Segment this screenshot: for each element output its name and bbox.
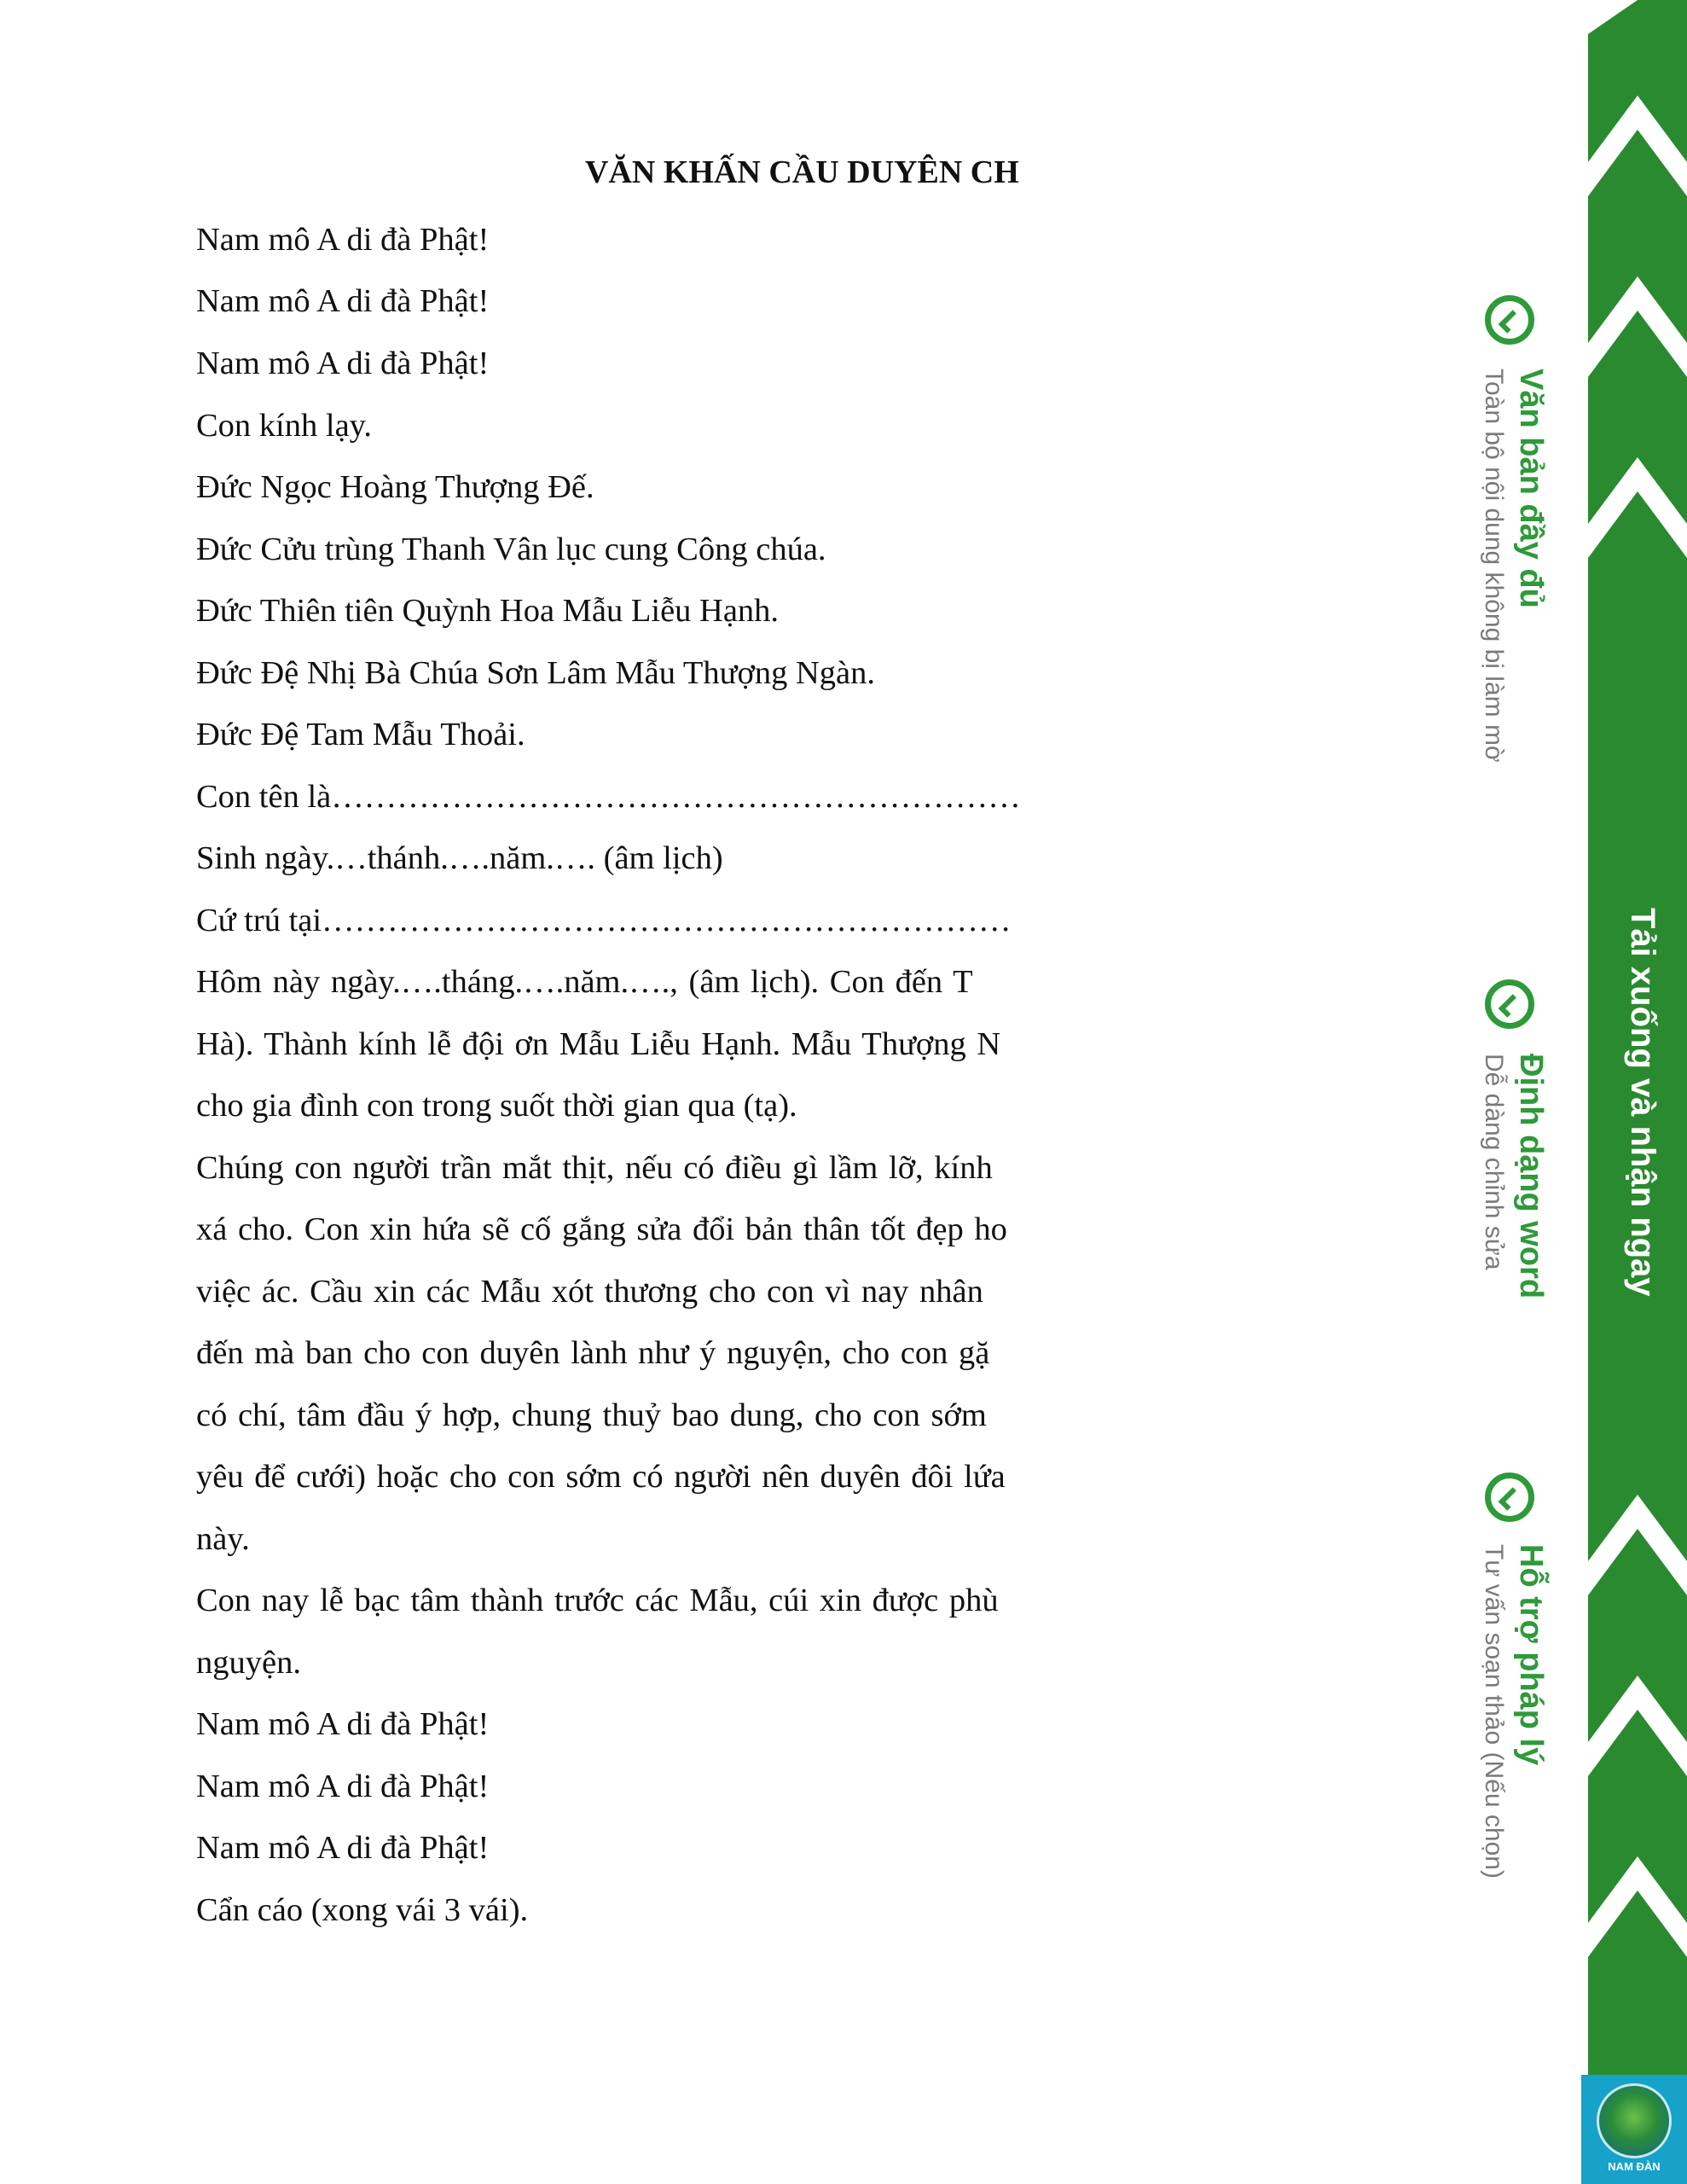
doc-line: việc ác. Cầu xin các Mẫu xót thương cho con vì nay nhân xyxy=(196,1274,983,1310)
doc-line: yêu để cưới) hoặc cho con sớm có người nên duyên đôi lứa xyxy=(196,1459,1006,1495)
logo-text: NAM ĐÀN xyxy=(1608,2160,1661,2173)
brand-logo xyxy=(1581,2075,1687,2184)
doc-line: có chí, tâm đầu ý hợp, chung thuỷ bao dung, cho con sớm xyxy=(196,1397,987,1433)
doc-line: Nam mô A di đà Phật! xyxy=(196,222,490,258)
doc-line: Con kính lạy. xyxy=(196,408,373,444)
feature-title: Định dạng word xyxy=(1513,1054,1549,1299)
doc-line: Nam mô A di đà Phật! xyxy=(196,1769,490,1804)
feature-title: Văn bản đầy đủ xyxy=(1513,369,1549,608)
doc-line: Đức Ngọc Hoàng Thượng Đế. xyxy=(196,469,594,505)
doc-line: Hôm này ngày.….tháng.….năm.…., (âm lịch). Con đến T xyxy=(196,964,973,1000)
feature-subtitle: Tư vấn soạn thảo (Nếu chọn) xyxy=(1480,1544,1508,1879)
doc-line: nguyện. xyxy=(196,1645,301,1681)
doc-line: Nam mô A di đà Phật! xyxy=(196,1830,490,1866)
doc-line: cho gia đình con trong suốt thời gian qua (tạ). xyxy=(196,1088,797,1124)
doc-line: Cẩn cáo (xong vái 3 vái). xyxy=(196,1892,529,1928)
doc-line: Chúng con người trần mắt thịt, nếu có điều gì lầm lỡ, kính xyxy=(196,1150,993,1186)
doc-line: Sinh ngày.…thánh.….năm.…. (âm lịch) xyxy=(196,840,723,876)
doc-line: Con nay lễ bạc tâm thành trước các Mẫu, cúi xin được phù xyxy=(196,1583,999,1618)
doc-line: Đức Cửu trùng Thanh Vân lục cung Công chúa. xyxy=(196,531,826,567)
document-title: VĂN KHẤN CẦU DUYÊN CH xyxy=(585,154,1019,190)
doc-line: Hà). Thành kính lễ đội ơn Mẫu Liễu Hạnh. Mẫu Thượng N xyxy=(196,1026,1001,1062)
globe-icon xyxy=(1597,2083,1672,2158)
doc-line: Đức Đệ Nhị Bà Chúa Sơn Lâm Mẫu Thượng Ngàn. xyxy=(196,655,876,691)
doc-line: xá cho. Con xin hứa sẽ cố gắng sửa đổi bản thân tốt đẹp ho xyxy=(196,1211,1007,1247)
doc-line: Nam mô A di đà Phật! xyxy=(196,283,490,319)
check-circle-icon xyxy=(1485,979,1534,1029)
doc-line: Nam mô A di đà Phật! xyxy=(196,346,490,381)
feature-subtitle: Toàn bộ nội dung không bị làm mờ xyxy=(1480,369,1508,763)
doc-line: Đức Thiên tiên Quỳnh Hoa Mẫu Liễu Hạnh. xyxy=(196,593,780,629)
feature-title: Hỗ trợ pháp lý xyxy=(1513,1544,1549,1766)
doc-line: Đức Đệ Tam Mẫu Thoải. xyxy=(196,717,525,752)
check-circle-icon xyxy=(1485,1472,1534,1522)
doc-line: đến mà ban cho con duyên lành như ý nguyện, cho con gặ xyxy=(196,1335,990,1371)
feature-subtitle: Dễ dàng chỉnh sửa xyxy=(1480,1054,1508,1270)
doc-line: này. xyxy=(196,1521,250,1557)
promo-panel xyxy=(1054,0,1687,2184)
check-circle-icon xyxy=(1485,295,1534,345)
doc-line: Cứ trú tại……………………………………………………… xyxy=(196,903,1012,938)
download-banner-label[interactable]: Tải xuống và nhận ngay xyxy=(1624,908,1661,1297)
doc-line: Con tên là……………………………………………………… xyxy=(196,779,1021,815)
doc-line: Nam mô A di đà Phật! xyxy=(196,1706,490,1742)
